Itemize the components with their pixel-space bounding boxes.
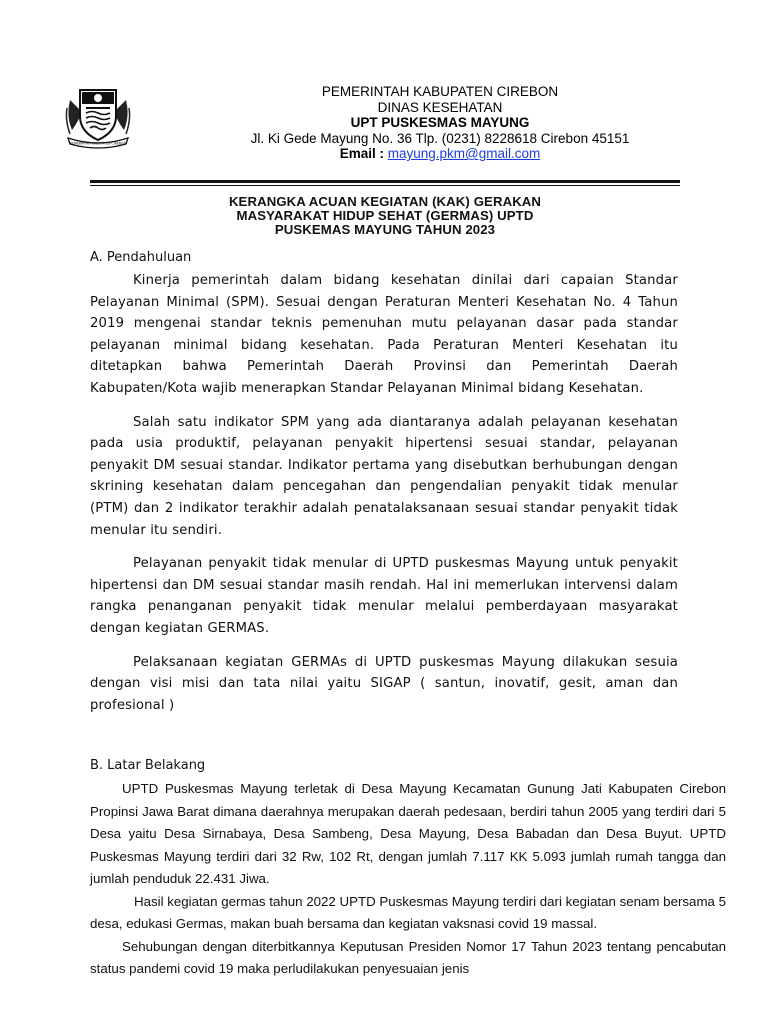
paragraph: Pelayanan penyakit tidak menular di UPTD puskesmas Mayung untuk penyakit hipertensi dan DM sesuai standar masih rendah. Hal ini memerlukan intervensi dalam rangka penanganan penyakit tidak menular melalui pemberdayaan masyarakat dengan kegiatan GERMAS. [90,556,678,636]
letterhead-address: Jl. Ki Gede Mayung No. 36 Tlp. (0231) 8228618 Cirebon 45151 [250,130,630,146]
section-b-body [90,778,726,981]
title-line-3: PUSKEMAS MAYUNG TAHUN 2023 [274,222,496,237]
cirebon-emblem-logo [64,82,132,150]
title-line-1: KERANGKA ACUAN KEGIATAN (KAK) GERAKAN [228,194,542,209]
section-b-heading: B. Latar Belakang [90,758,206,773]
section-a-heading: A. Pendahuluan [90,250,192,265]
svg-text:PEMERINTAH KABUPATEN CIREBON: PEMERINTAH KABUPATEN CIREBON [70,141,126,146]
title-line-2: MASYARAKAT HIDUP SEHAT (GERMAS) UPTD [236,208,534,223]
letterhead-divider-thick [90,180,680,183]
paragraph: Kinerja pemerintah dalam bidang kesehatan dinilai dari capaian Standar Pelayanan Minimal (SPM). Sesuai dengan Peraturan Menteri Kesehatan No. 4 Tahun 2019 mengenai standar teknis pemenuhan mutu pelayanan dasar pada standar pelayanan minimal bidang kesehatan. Pada Peraturan Menteri Kesehatan itu ditetapkan bahwa Pemerintah Daerah Provinsi dan Pemerintah Daerah Kabupaten/Kota wajib menerapkan Standar Pelayanan Minimal bidang Kesehatan. [90,273,678,396]
paragraph: Hasil kegiatan germas tahun 2022 UPTD Puskesmas Mayung terdiri dari kegiatan senam bersama 5 desa, edukasi Germas, makan buah bersama dan kegiatan vaksnasi covid 19 massal. [90,893,727,931]
paragraph: Sehubungan dengan diterbitkannya Keputusan Presiden Nomor 17 Tahun 2023 tentang pencabutan status pandemi covid 19 maka perludilakukan penyesuaian jenis [90,938,726,976]
email-label: Email : [339,146,384,161]
email-link[interactable]: mayung.pkm@gmail.com [387,146,541,161]
letterhead-department: DINAS KESEHATAN [377,99,503,115]
document-title [100,195,670,237]
letterhead-divider-thin [90,185,680,186]
paragraph: UPTD Puskesmas Mayung terletak di Desa Mayung Kecamatan Gunung Jati Kabupaten Cirebon Propinsi Jawa Barat dimana daerahnya merupakan daerah pedesaan, berdiri tahun 2005 yang terdiri dari 5 Desa yaitu Desa Sirnabaya, Desa Sambeng, Desa Mayung, Desa Babadan dan Desa Buyut. UPTD Puskesmas Mayung terdiri dari 32 Rw, 102 Rt, dengan jumlah 7.117 KK 5.093 jumlah rumah tangga dan jumlah penduduk 22.431 Jiwa. [90,781,726,886]
letterhead-institution: UPT PUSKESMAS MAYUNG [350,115,530,130]
paragraph: Salah satu indikator SPM yang ada diantaranya adalah pelayanan kesehatan pada usia produktif, pelayanan penyakit hipertensi sesuai standar, pelayanan penyakit DM sesuai standar. Indikator pertama yang disebutkan berhubungan dengan skrining kesehatan dalam pencegahan dan pengendalian penyakit tidak menular (PTM) dan 2 indikator terakhir adalah penatalaksanaan sesuai standar penyakit tidak menular itu sendiri. [90,414,678,538]
letterhead-email-row [150,146,730,162]
letterhead-government: PEMERINTAH KABUPATEN CIREBON [321,84,559,99]
letterhead [150,84,730,162]
paragraph: Pelaksanaan kegiatan GERMAs di UPTD puskesmas Mayung dilakukan sesuia dengan visi misi dan tata nilai yaitu SIGAP ( santun, inovatif, gesit, aman dan profesional ) [90,654,678,713]
section-a-body [90,270,678,728]
